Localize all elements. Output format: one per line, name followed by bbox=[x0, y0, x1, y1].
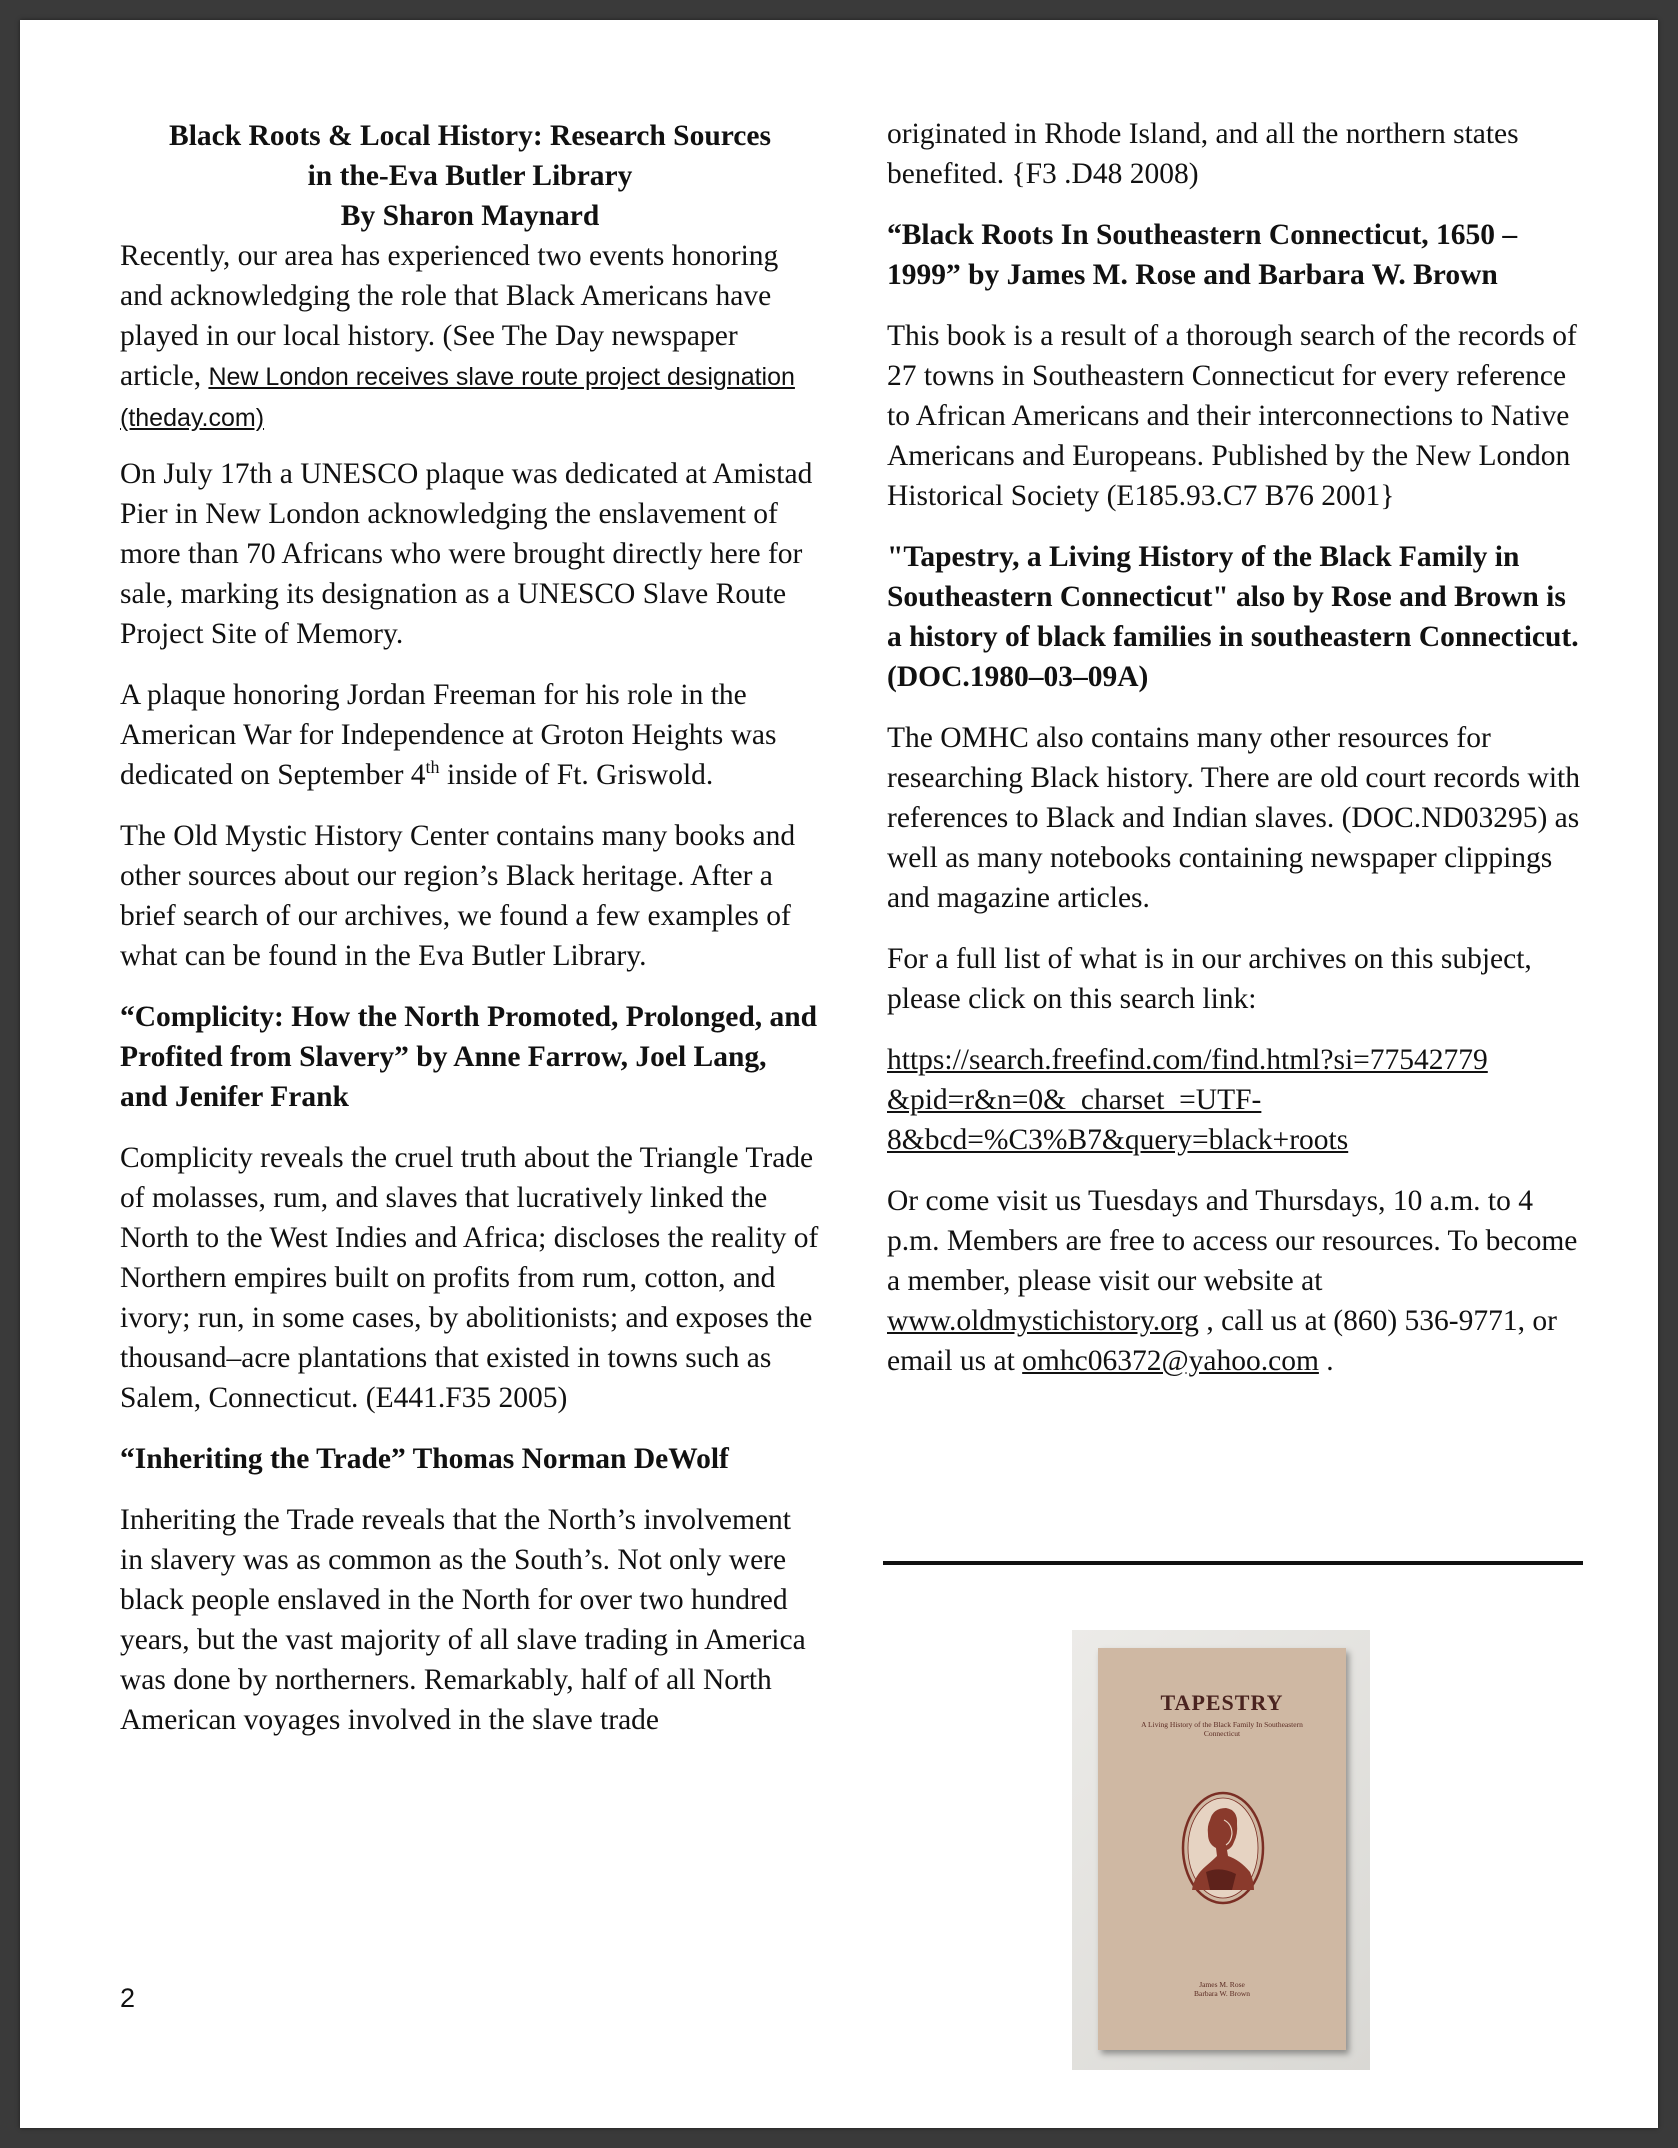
page-number: 2 bbox=[120, 1983, 136, 2013]
left-column bbox=[120, 116, 820, 1761]
document-page bbox=[20, 20, 1658, 2128]
complicity-heading: “Complicity: How the North Promoted, Prolonged, and Profited from Slavery” by Anne Farrow, Joel Lang, and Jenifer Frank bbox=[120, 1001, 818, 1113]
inheriting-heading: “Inheriting the Trade” Thomas Norman DeWolf bbox=[120, 1443, 729, 1475]
complicity-paragraph: Complicity reveals the cruel truth about the Triangle Trade of molasses, rum, and slaves that lucratively linked the North to the West Indies and Africa; discloses the reality of Northern empires built on profits from rum, cotton, and ivory; run, in some cases, by abolitionists; and exposes the thousand–acre plantations that existed in towns such as Salem, Connecticut. (E441.F35 2005) bbox=[120, 1142, 819, 1414]
omhc-paragraph: The OMHC also contains many other resources for researching Black history. There are old court records with references to Black and Indian slaves. (DOC.ND03295) as well as many notebooks containing newspaper clippings and magazine articles. bbox=[887, 722, 1580, 914]
email-link[interactable]: omhc06372@yahoo.com bbox=[1022, 1345, 1319, 1377]
horizontal-rule bbox=[883, 1561, 1583, 1565]
search-link-line-1[interactable]: https://search.freefind.com/find.html?si=77542779 bbox=[887, 1044, 1488, 1076]
visit-paragraph bbox=[887, 1181, 1587, 1381]
search-link-line-2[interactable]: &pid=r&n=0&_charset_=UTF- bbox=[887, 1084, 1262, 1116]
website-link[interactable]: www.oldmystichistory.org bbox=[887, 1305, 1199, 1337]
search-link[interactable] bbox=[887, 1040, 1587, 1160]
black-roots-heading: “Black Roots In Southeastern Connecticut, 1650 – 1999” by James M. Rose and Barbara W. Brown bbox=[887, 219, 1518, 291]
unesco-paragraph: On July 17th a UNESCO plaque was dedicated at Amistad Pier in New London acknowledging the enslavement of more than 70 Africans who were brought directly here for sale, marking its designation as a UNESCO Slave Route Project Site of Memory. bbox=[120, 458, 813, 650]
freeman-text-a: A plaque honoring Jordan Freeman for his role in the American War for Independence at Groton Heights was dedicated on September 4 bbox=[120, 679, 777, 791]
continued-paragraph: originated in Rhode Island, and all the northern states benefited. {F3 .D48 2008) bbox=[887, 118, 1519, 190]
right-column bbox=[887, 114, 1587, 1402]
freeman-superscript: th bbox=[425, 757, 440, 778]
book-cover-author-2: Barbara W. Brown bbox=[1193, 1989, 1251, 1998]
black-roots-paragraph: This book is a result of a thorough search of the records of 27 towns in Southeastern Connecticut for every reference to African Americans and their interconnections to Native Americans and Europeans. Published by the New London Historical Society (E185.93.C7 B76 2001} bbox=[887, 320, 1577, 512]
tapestry-heading: "Tapestry, a Living History of the Black Family in Southeastern Connecticut" also by Rose and Brown is a history of black families in southeastern Connecticut.(DOC.1980–03–09A) bbox=[887, 541, 1579, 693]
visit-text-a: Or come visit us Tuesdays and Thursdays, 10 a.m. to 4 p.m. Members are free to access our resources. To become a member, please visit our website at bbox=[887, 1185, 1578, 1297]
book-cover-authors bbox=[1098, 1980, 1346, 1998]
book-cover-title: TAPESTRY bbox=[1160, 1690, 1284, 1715]
book-cover-subtitle: A Living History of the Black Family In Southeastern Connecticut bbox=[1141, 1720, 1303, 1738]
portrait-illustration bbox=[1180, 1790, 1266, 1906]
intro-paragraph bbox=[120, 236, 820, 438]
book-cover bbox=[1098, 1648, 1346, 2050]
freeman-paragraph bbox=[120, 675, 820, 795]
history-center-paragraph: The Old Mystic History Center contains many books and other sources about our region’s Black heritage. After a brief search of our archives, we found a few examples of what can be found in the Eva Butler Library. bbox=[120, 820, 796, 972]
full-list-paragraph: For a full list of what is in our archives on this subject, please click on this search link: bbox=[887, 943, 1532, 1015]
byline: By Sharon Maynard bbox=[340, 200, 600, 232]
theday-article-link[interactable]: New London receives slave route project designation (theday.com) bbox=[120, 363, 795, 432]
book-cover-author-1: James M. Rose bbox=[1199, 1980, 1245, 1989]
title-line-2: in the-Eva Butler Library bbox=[307, 160, 633, 192]
article-title bbox=[120, 116, 820, 236]
visit-text-b: , call us at (860) 536-9771, or email us at bbox=[887, 1305, 1557, 1377]
intro-text: Recently, our area has experienced two events honoring and acknowledging the role that Black Americans have played in our local history. (See The Day newspaper article, bbox=[120, 240, 779, 392]
book-cover-photo bbox=[1072, 1630, 1370, 2070]
visit-text-c: . bbox=[1318, 1345, 1334, 1377]
inheriting-paragraph: Inheriting the Trade reveals that the North’s involvement in slavery was as common as the South’s. Not only were black people enslaved in the North for over two hundred years, but the vast majority of all slave trading in America was done by northerners. Remarkably, half of all North American voyages involved in the slave trade bbox=[120, 1504, 806, 1736]
title-line-1: Black Roots & Local History: Research Sources bbox=[169, 120, 771, 152]
search-link-line-3[interactable]: 8&bcd=%C3%B7&query=black+roots bbox=[887, 1124, 1349, 1156]
freeman-text-b: inside of Ft. Griswold. bbox=[439, 759, 714, 791]
